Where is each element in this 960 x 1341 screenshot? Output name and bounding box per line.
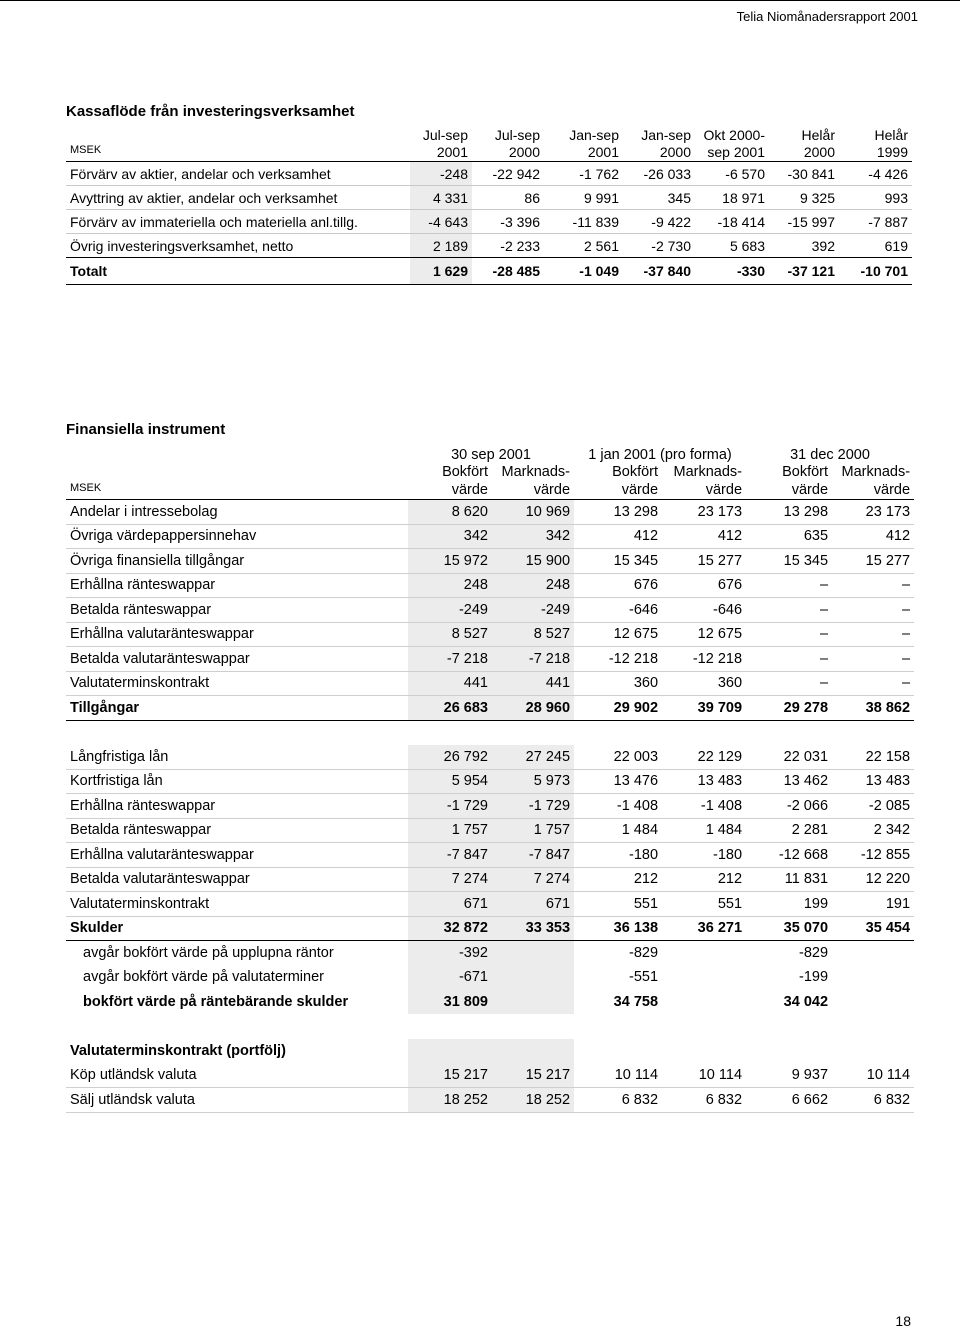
cell-value: 993 xyxy=(839,186,912,210)
cell-value xyxy=(832,965,914,990)
cell-value: 551 xyxy=(662,892,746,917)
cell-value: -646 xyxy=(662,598,746,623)
row-label: Erhållna valutaränteswappar xyxy=(66,622,408,647)
row-label: Avyttring av aktier, andelar och verksamhet xyxy=(66,186,410,210)
cell-value: 1 757 xyxy=(492,818,574,843)
cell-value: 22 158 xyxy=(832,745,914,770)
cashflow-table xyxy=(66,123,912,285)
table-row xyxy=(66,843,914,868)
cell-value: 6 832 xyxy=(662,1088,746,1113)
unit-label: MSEK xyxy=(70,144,102,156)
cell-value: 10 114 xyxy=(662,1063,746,1088)
cell-value: 676 xyxy=(662,573,746,598)
instruments-section xyxy=(66,421,914,1113)
cashflow-section xyxy=(66,103,912,285)
cell-value: 18 252 xyxy=(408,1088,492,1113)
row-label: Erhållna ränteswappar xyxy=(66,573,408,598)
cell-value: -11 839 xyxy=(544,210,623,234)
total-row xyxy=(66,258,912,285)
cell-value: 15 900 xyxy=(492,549,574,574)
cell-value: 22 031 xyxy=(746,745,832,770)
cell-value: 18 971 xyxy=(695,186,769,210)
group-header: 31 dec 2000 xyxy=(790,447,870,463)
top-rule xyxy=(0,0,960,1)
cell-value xyxy=(662,1039,746,1064)
cell-value: 36 138 xyxy=(574,916,662,941)
cell-value xyxy=(662,941,746,966)
cell-value: 13 298 xyxy=(746,500,832,525)
column-header: Helår 2000 xyxy=(801,127,835,160)
cell-value: 2 342 xyxy=(832,818,914,843)
cell-value: 38 862 xyxy=(832,696,914,721)
cell-value: 12 675 xyxy=(574,622,662,647)
cell-value: -12 218 xyxy=(574,647,662,672)
cell-value: 27 245 xyxy=(492,745,574,770)
cell-value: 10 114 xyxy=(832,1063,914,1088)
instruments-title: Finansiella instrument xyxy=(66,421,226,438)
column-header: Jan-sep 2000 xyxy=(641,127,691,160)
cell-value: 18 252 xyxy=(492,1088,574,1113)
cell-value: 22 003 xyxy=(574,745,662,770)
row-label: avgår bokfört värde på upplupna räntor xyxy=(83,945,334,961)
cell-value: 6 832 xyxy=(832,1088,914,1113)
cell-value xyxy=(662,965,746,990)
report-header: Telia Niomånadersrapport 2001 xyxy=(736,9,918,24)
cell-value: 29 278 xyxy=(746,696,832,721)
cell-value: -1 408 xyxy=(574,794,662,819)
cell-value: -6 570 xyxy=(695,162,769,186)
cell-value xyxy=(492,965,574,990)
cell-value xyxy=(832,1039,914,1064)
cell-value: 212 xyxy=(574,867,662,892)
row-label: bokfört värde på räntebärande skulder xyxy=(83,993,349,1010)
cell-value: – xyxy=(832,573,914,598)
cell-value: -7 887 xyxy=(839,210,912,234)
column-header: Jul-sep 2000 xyxy=(494,127,540,160)
cell-value: 15 277 xyxy=(832,549,914,574)
cell-value: 412 xyxy=(574,524,662,549)
cell-value: -12 668 xyxy=(746,843,832,868)
cell-value: -4 643 xyxy=(410,210,472,234)
row-label: Andelar i intressebolag xyxy=(66,500,408,525)
cell-value: -26 033 xyxy=(623,162,695,186)
spacer-row xyxy=(66,720,914,745)
cell-value: 13 483 xyxy=(662,769,746,794)
cashflow-title: Kassaflöde från investeringsverksamhet xyxy=(66,103,355,120)
table-row xyxy=(66,622,914,647)
cell-value: 6 832 xyxy=(574,1088,662,1113)
row-label: Tillgångar xyxy=(66,696,408,721)
cell-value: -2 066 xyxy=(746,794,832,819)
table-row xyxy=(66,234,912,258)
row-label: Långfristiga lån xyxy=(66,745,408,770)
column-header: Helår 1999 xyxy=(874,127,908,160)
cell-value: 15 972 xyxy=(408,549,492,574)
cell-value xyxy=(832,990,914,1015)
table-row xyxy=(66,769,914,794)
cell-value: 10 114 xyxy=(574,1063,662,1088)
row-label: Betalda valutaränteswappar xyxy=(66,647,408,672)
cell-value: 35 070 xyxy=(746,916,832,941)
cell-value: 34 758 xyxy=(613,993,659,1010)
cashflow-header-row xyxy=(66,123,912,162)
cell-value: – xyxy=(832,622,914,647)
cell-value: 342 xyxy=(408,524,492,549)
cell-value: 39 709 xyxy=(662,696,746,721)
group-header: 1 jan 2001 (pro forma) xyxy=(588,447,732,463)
table-row xyxy=(66,1063,914,1088)
cell-value: -2 233 xyxy=(500,237,540,254)
cell-value: 15 345 xyxy=(746,549,832,574)
cell-value: 345 xyxy=(623,186,695,210)
cell-value: 31 809 xyxy=(408,990,492,1015)
table-row xyxy=(66,210,912,234)
cell-value: 1 484 xyxy=(662,818,746,843)
cell-value: 11 831 xyxy=(746,867,832,892)
cell-value: 619 xyxy=(884,237,908,254)
subtotal-row xyxy=(66,990,914,1015)
cell-value xyxy=(746,1039,832,1064)
cell-value: 32 872 xyxy=(408,916,492,941)
cell-value: 551 xyxy=(574,892,662,917)
cell-value: 635 xyxy=(746,524,832,549)
table-row xyxy=(66,818,914,843)
table-row xyxy=(66,671,914,696)
row-label: Erhållna valutaränteswappar xyxy=(66,843,408,868)
subsection-title-row xyxy=(66,1039,914,1064)
cell-value: 34 042 xyxy=(783,993,829,1010)
table-row xyxy=(66,598,914,623)
cell-value: 1 484 xyxy=(574,818,662,843)
row-label: Köp utländsk valuta xyxy=(66,1063,408,1088)
cell-value: 671 xyxy=(492,892,574,917)
cell-value: 6 662 xyxy=(746,1088,832,1113)
cell-value: 9 937 xyxy=(746,1063,832,1088)
cell-value: 13 476 xyxy=(574,769,662,794)
row-label: Betalda ränteswappar xyxy=(66,598,408,623)
cell-value: 1 629 xyxy=(410,258,472,285)
cell-value: 5 954 xyxy=(408,769,492,794)
cell-value: – xyxy=(746,671,832,696)
cell-value: 360 xyxy=(662,671,746,696)
column-header: Jul-sep 2001 xyxy=(422,127,468,160)
cell-value: 28 960 xyxy=(492,696,574,721)
cell-value: -7 847 xyxy=(492,843,574,868)
cell-value: -30 841 xyxy=(769,162,839,186)
subsection-title: Valutaterminskontrakt (portfölj) xyxy=(70,1042,286,1059)
sub-header-row xyxy=(66,463,914,500)
cell-value: -37 840 xyxy=(623,258,695,285)
table-row xyxy=(66,186,912,210)
cell-value: -18 414 xyxy=(695,210,769,234)
cell-value: 13 462 xyxy=(746,769,832,794)
cell-value: -22 942 xyxy=(472,162,544,186)
cell-value: -2 085 xyxy=(832,794,914,819)
cell-value xyxy=(492,990,574,1015)
column-header: Jan-sep 2001 xyxy=(569,127,619,160)
cell-value: -12 855 xyxy=(832,843,914,868)
cell-value: 360 xyxy=(574,671,662,696)
cell-value: 13 298 xyxy=(574,500,662,525)
row-label: Förvärv av immateriella och materiella anl.tillg. xyxy=(66,210,410,234)
row-label: Sälj utländsk valuta xyxy=(66,1088,408,1113)
cell-value: – xyxy=(832,671,914,696)
cell-value: 36 271 xyxy=(662,916,746,941)
cell-value: – xyxy=(746,598,832,623)
table-row xyxy=(66,524,914,549)
spacer-row xyxy=(66,1014,914,1039)
cell-value xyxy=(574,1039,662,1064)
cell-value: 15 345 xyxy=(574,549,662,574)
cell-value: 8 527 xyxy=(492,622,574,647)
cell-value: -248 xyxy=(410,162,472,186)
cell-value: -249 xyxy=(492,598,574,623)
table-row xyxy=(66,500,914,525)
column-header: Bokfört värde xyxy=(782,464,829,498)
row-label: Betalda ränteswappar xyxy=(66,818,408,843)
column-header: Marknads- värde xyxy=(501,464,571,498)
cell-value: 9 325 xyxy=(769,186,839,210)
cell-value: 8 527 xyxy=(408,622,492,647)
cell-value: 2 189 xyxy=(410,234,472,258)
cell-value: -1 762 xyxy=(544,162,623,186)
cell-value: 392 xyxy=(811,237,835,254)
cell-value: 35 454 xyxy=(832,916,914,941)
cell-value: 5 683 xyxy=(729,237,765,254)
cell-value: -199 xyxy=(798,969,829,986)
column-header: Bokfört värde xyxy=(442,464,488,498)
table-row xyxy=(66,549,914,574)
cell-value xyxy=(832,941,914,966)
cell-value: -671 xyxy=(408,965,492,990)
row-label: Valutaterminskontrakt xyxy=(66,671,408,696)
cell-value xyxy=(492,941,574,966)
row-label: Övriga värdepappersinnehav xyxy=(66,524,408,549)
table-row xyxy=(66,1088,914,1113)
cell-value: 12 220 xyxy=(832,867,914,892)
table-row xyxy=(66,965,914,990)
cell-value: 676 xyxy=(574,573,662,598)
cell-value: 15 277 xyxy=(662,549,746,574)
table-row xyxy=(66,794,914,819)
cell-value: 15 217 xyxy=(492,1063,574,1088)
cell-value: -180 xyxy=(574,843,662,868)
row-label: Förvärv av aktier, andelar och verksamhet xyxy=(66,162,410,186)
cell-value: – xyxy=(832,647,914,672)
cell-value: 248 xyxy=(408,573,492,598)
cell-value: 441 xyxy=(492,671,574,696)
cell-value: -2 730 xyxy=(651,237,691,254)
cell-value: 23 173 xyxy=(662,500,746,525)
group-header-row xyxy=(66,441,914,463)
cell-value: – xyxy=(832,598,914,623)
cell-value: 13 483 xyxy=(832,769,914,794)
cell-value: – xyxy=(746,573,832,598)
cell-value: 2 281 xyxy=(746,818,832,843)
cell-value: -1 408 xyxy=(662,794,746,819)
row-label: Valutaterminskontrakt xyxy=(66,892,408,917)
cell-value: -4 426 xyxy=(839,162,912,186)
total-row xyxy=(66,916,914,941)
cell-value: 5 973 xyxy=(492,769,574,794)
cell-value: 10 969 xyxy=(492,500,574,525)
column-header: Okt 2000- sep 2001 xyxy=(703,127,765,160)
row-label: Skulder xyxy=(66,916,408,941)
cell-value: -1 729 xyxy=(408,794,492,819)
cell-value: -1 049 xyxy=(544,258,623,285)
cell-value: -249 xyxy=(408,598,492,623)
cell-value: -1 729 xyxy=(492,794,574,819)
cell-value: -28 485 xyxy=(472,258,544,285)
cell-value: -646 xyxy=(574,598,662,623)
cell-value: 412 xyxy=(662,524,746,549)
cell-value: -829 xyxy=(628,945,659,961)
table-row xyxy=(66,573,914,598)
cell-value: 199 xyxy=(746,892,832,917)
table-row xyxy=(66,892,914,917)
cell-value: 23 173 xyxy=(832,500,914,525)
cell-value: – xyxy=(746,622,832,647)
cell-value: – xyxy=(746,647,832,672)
cell-value: 9 991 xyxy=(544,186,623,210)
cell-value: 12 675 xyxy=(662,622,746,647)
cell-value: 412 xyxy=(832,524,914,549)
cell-value: -37 121 xyxy=(769,258,839,285)
cell-value: -180 xyxy=(662,843,746,868)
cell-value: -3 396 xyxy=(472,210,544,234)
page-number: 18 xyxy=(895,1313,911,1329)
cell-value: 7 274 xyxy=(408,867,492,892)
row-label: Totalt xyxy=(66,258,410,285)
cell-value: -12 218 xyxy=(662,647,746,672)
row-label: Kortfristiga lån xyxy=(66,769,408,794)
cell-value: 86 xyxy=(472,186,544,210)
unit-label: MSEK xyxy=(70,482,102,494)
cell-value xyxy=(408,1039,492,1064)
column-header: Marknads- värde xyxy=(673,464,743,498)
total-row xyxy=(66,696,914,721)
cell-value: 26 683 xyxy=(408,696,492,721)
cell-value: -7 847 xyxy=(408,843,492,868)
cell-value: -829 xyxy=(798,945,829,961)
cell-value: -10 701 xyxy=(839,258,912,285)
cell-value xyxy=(662,990,746,1015)
row-label: Övriga finansiella tillgångar xyxy=(66,549,408,574)
table-row xyxy=(66,647,914,672)
table-row xyxy=(66,745,914,770)
group-header: 30 sep 2001 xyxy=(451,447,531,463)
cell-value: -15 997 xyxy=(769,210,839,234)
cell-value: 342 xyxy=(492,524,574,549)
cell-value: 4 331 xyxy=(410,186,472,210)
cell-value: 2 561 xyxy=(583,237,619,254)
cell-value: 212 xyxy=(662,867,746,892)
instruments-table xyxy=(66,441,914,1113)
row-label: Övrig investeringsverksamhet, netto xyxy=(70,237,294,254)
cell-value: 15 217 xyxy=(408,1063,492,1088)
cell-value: 671 xyxy=(408,892,492,917)
cell-value: 191 xyxy=(832,892,914,917)
cell-value: -9 422 xyxy=(623,210,695,234)
cell-value: 8 620 xyxy=(408,500,492,525)
table-row xyxy=(66,867,914,892)
cell-value: -392 xyxy=(408,941,492,966)
cell-value: 248 xyxy=(492,573,574,598)
table-row xyxy=(66,162,912,186)
cell-value: -330 xyxy=(695,258,769,285)
column-header: Bokfört värde xyxy=(612,464,659,498)
cell-value: 7 274 xyxy=(492,867,574,892)
cell-value: 29 902 xyxy=(574,696,662,721)
cell-value xyxy=(492,1039,574,1064)
row-label: Betalda valutaränteswappar xyxy=(66,867,408,892)
column-header: Marknads- värde xyxy=(841,464,911,498)
cell-value: -7 218 xyxy=(492,647,574,672)
row-label: Erhållna ränteswappar xyxy=(66,794,408,819)
table-row xyxy=(66,941,914,966)
cell-value: -551 xyxy=(628,969,659,986)
cell-value: 22 129 xyxy=(662,745,746,770)
row-label: avgår bokfört värde på valutaterminer xyxy=(83,969,324,986)
cell-value: -7 218 xyxy=(408,647,492,672)
cell-value: 33 353 xyxy=(492,916,574,941)
cell-value: 441 xyxy=(408,671,492,696)
cell-value: 1 757 xyxy=(408,818,492,843)
cell-value: 26 792 xyxy=(408,745,492,770)
